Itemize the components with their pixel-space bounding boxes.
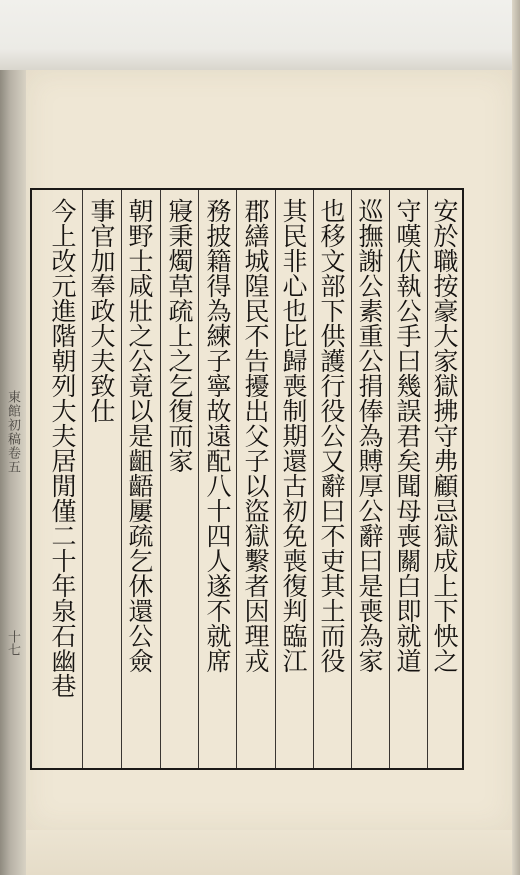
- page-right-edge: [512, 0, 520, 875]
- book-spine: [0, 70, 26, 875]
- text-column-3: 巡撫謝公素重公捐俸為賻厚公辭曰是喪為家: [355, 198, 384, 673]
- text-column-6: 郡繕城隍民不告擾出父子以盜獄繫者因理戎: [241, 198, 270, 673]
- text-column-2: 守嘆伏執公手曰幾誤君矣聞母喪關白即就道: [393, 198, 422, 673]
- text-column-5: 其民非心也比歸喪制期還古初免喪復判臨江: [279, 198, 308, 673]
- spine-title: 東館初稿卷五: [5, 390, 20, 474]
- text-column-11: 今上改元進階朝列大夫居閒僅二十年泉石幽巷: [48, 198, 77, 698]
- text-column-8: 寢秉燭草疏上之乞復而家: [165, 198, 194, 473]
- text-column-4: 也移文部下供護行役公又辭曰不吏其土而役: [317, 198, 346, 673]
- text-column-9: 朝野士咸壯之公竟以是齟齬屢疏乞休還公僉: [125, 198, 154, 673]
- text-column-7: 務披籍得為練子寧故遠配八十四人遂不就席: [203, 198, 232, 673]
- page-bottom-margin: [26, 830, 512, 875]
- top-blank-leaf: [0, 0, 520, 70]
- spine-folio: 十七: [5, 630, 20, 656]
- text-column-1: 安於職按豪大家獄拂守弗顧忌獄成上下怏之: [430, 198, 459, 673]
- text-column-10: 事官加奉政大夫致仕: [87, 198, 116, 423]
